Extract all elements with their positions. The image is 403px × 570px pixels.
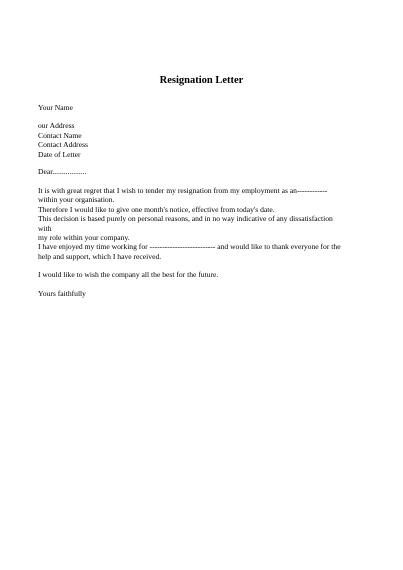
- paragraph-line: within your organisation.: [38, 195, 115, 205]
- paragraph-line: with: [38, 223, 52, 233]
- paragraph-line: help and support, which I have received.: [38, 251, 162, 261]
- paragraph-line: my role within your company.: [38, 232, 130, 242]
- salutation: Dear..................: [38, 167, 87, 177]
- sender-address: our Address: [38, 121, 75, 131]
- paragraph-line: Therefore I would like to give one month's notice, effective from today's date.: [38, 204, 275, 214]
- letter-title: Resignation Letter: [159, 75, 244, 86]
- paragraph-line: This decision is based purely on personal reasons, and in no way indicative of any dissatisfaction: [38, 214, 333, 224]
- closing-wish: I would like to wish the company all the best for the future.: [38, 270, 219, 280]
- contact-address: Contact Address: [38, 140, 88, 150]
- sender-name: Your Name: [38, 103, 73, 112]
- letter-date: Date of Letter: [38, 149, 81, 159]
- paragraph-line: It is with great regret that I wish to tender my resignation from my employment as an------------: [38, 185, 328, 195]
- contact-name: Contact Name: [38, 130, 82, 140]
- letter-body: [38, 103, 362, 298]
- paragraph-line: I have enjoyed my time working for -------------------------- and would like to thank everyone for the: [38, 242, 341, 252]
- sign-off: Yours faithfully: [38, 288, 86, 298]
